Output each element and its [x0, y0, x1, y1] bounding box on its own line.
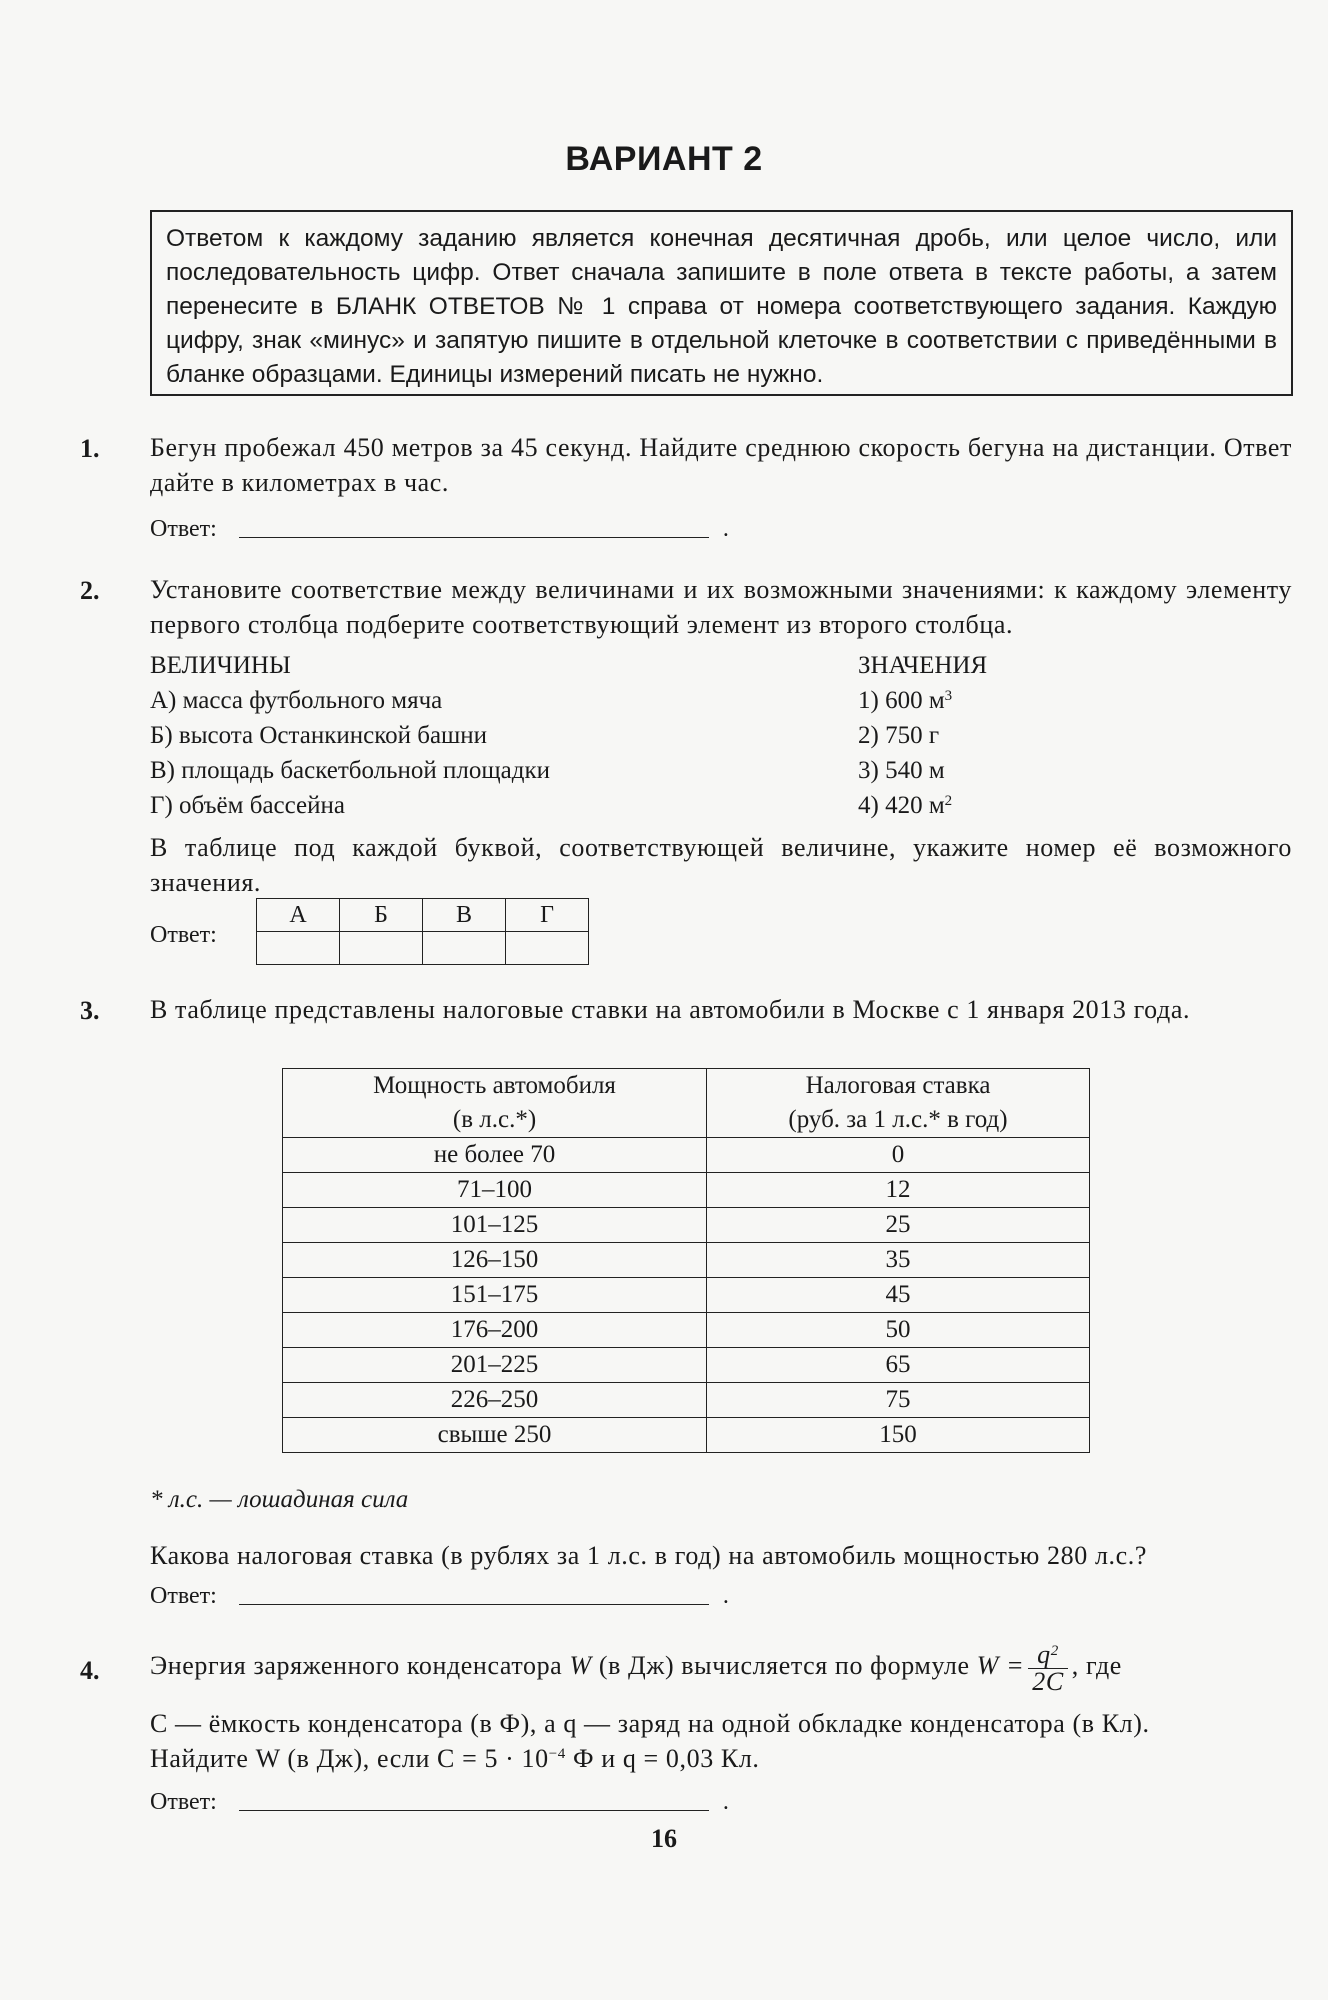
table-row: 176–200 50	[283, 1313, 1090, 1348]
table-row: свыше 250 150	[283, 1418, 1090, 1453]
q2-right-item: 2) 750 г	[858, 722, 940, 749]
q2-left-item: Г) объём бассейна	[150, 792, 345, 819]
table-row: 201–225 65	[283, 1348, 1090, 1383]
q3-answer-field[interactable]	[239, 1582, 709, 1605]
q3-number: 3.	[80, 996, 100, 1025]
q4-answer-label: Ответ:	[150, 1789, 217, 1815]
q2-right-item: 4) 420 $м^2$	[858, 792, 953, 819]
table-row: 126–150 35	[283, 1243, 1090, 1278]
table-row: 151–175 45	[283, 1278, 1090, 1313]
q1-answer-label: Ответ:	[150, 516, 217, 542]
table-row: 101–125 25	[283, 1208, 1090, 1243]
q4-answer-field[interactable]	[239, 1788, 709, 1811]
q2-answer-cell[interactable]	[506, 932, 589, 965]
q2-answer-label: Ответ:	[150, 922, 217, 948]
q1-answer-field[interactable]	[239, 515, 709, 538]
page-title: ВАРИАНТ 2	[565, 140, 763, 178]
q2-left-item: В) площадь баскетбольной площадки	[150, 757, 550, 784]
page-number: 16	[651, 1824, 677, 1853]
q2-letter: А	[257, 899, 340, 932]
q2-letter: Б	[340, 899, 423, 932]
tax-col-rate: Налоговая ставка (руб. за 1 л.с.* в год)	[707, 1069, 1090, 1138]
q2-right-item: 1) 600 $м^3$	[858, 687, 953, 714]
instructions-box: Ответом к каждому заданию является конечная десятичная дробь, или целое число, или последовательность цифр. Ответ сначала запишите в поле ответа в тексте работы, а затем перенесите в БЛАНК ОТВЕТОВ № 1 справа от номера соответствующего задания. Каждую цифру, знак «минус» и запятую пишите в отдельной клеточке в соответствии с приведёнными в бланке образцами. Единицы измерений писать не нужно.	[150, 210, 1293, 396]
q3-question: Какова налоговая ставка (в рублях за 1 л.с. в год) на автомобиль мощностью 280 л.с.?	[150, 1541, 1148, 1570]
q2-answer-table	[256, 898, 589, 965]
q3-text: В таблице представлены налоговые ставки на автомобили в Москве с 1 января 2013 года.	[150, 995, 1191, 1024]
q3-answer-label: Ответ:	[150, 1583, 217, 1609]
q2-left-header: ВЕЛИЧИНЫ	[150, 652, 291, 679]
q4-answer-dot: .	[722, 1789, 729, 1815]
q2-number: 2.	[80, 576, 100, 605]
q2-answer-cell[interactable]	[257, 932, 340, 965]
q4-text-line2: C — ёмкость конденсатора (в Ф), а q — заряд на одной обкладке конденсатора (в Кл).	[150, 1709, 1150, 1738]
q4-answer-row	[150, 1788, 729, 1816]
q3-answer-row	[150, 1582, 729, 1610]
q2-left-item: А) масса футбольного мяча	[150, 687, 443, 714]
q2-right-item: 3) 540 м	[858, 757, 945, 784]
table-row: 226–250 75	[283, 1383, 1090, 1418]
q2-answer-cell[interactable]	[340, 932, 423, 965]
q1-text: Бегун пробежал 450 метров за 45 секунд. Найдите среднюю скорость бегуна на дистанции. Ответ дайте в километрах в час.	[150, 433, 1292, 497]
tax-table	[282, 1068, 1090, 1453]
tax-col-power: Мощность автомобиля (в л.с.*)	[283, 1069, 707, 1138]
q2-left-item: Б) высота Останкинской башни	[150, 722, 488, 749]
table-row: не более 70 0	[283, 1138, 1090, 1173]
q2-letter: Г	[506, 899, 589, 932]
q1-answer-dot: .	[722, 516, 729, 542]
tax-table-header	[283, 1069, 1090, 1138]
formula-lhs: W =	[976, 1651, 1025, 1680]
q3-answer-dot: .	[722, 1583, 729, 1609]
q1-number: 1.	[80, 434, 100, 463]
q2-instruction: В таблице под каждой буквой, соответствующей величине, укажите номер её возможного значения.	[150, 833, 1292, 897]
q1-answer-row	[150, 515, 729, 543]
table-row: 71–100 12	[283, 1173, 1090, 1208]
q2-answer-cell[interactable]	[423, 932, 506, 965]
formula-fraction: $\frac{q^2}{2C}$	[1028, 1642, 1068, 1695]
q3-footnote: * л.с. — лошадиная сила	[150, 1486, 409, 1513]
q4-text-line1: Энергия заряженного конденсатора W (в Дж) вычисляется по формуле W = $\frac{q^2}{2C}$ , где	[150, 1639, 1122, 1696]
q4-number: 4.	[80, 1656, 100, 1685]
q2-right-header: ЗНАЧЕНИЯ	[858, 652, 988, 679]
q2-text: Установите соответствие между величинами и их возможными значениями: к каждому элементу первого столбца подберите соответствующий элемент из второго столбца.	[150, 575, 1292, 639]
q4-text-line3: Найдите W (в Дж), если $C = 5 \cdot 10^{-4}$ Ф и q = 0,03 Кл.	[150, 1744, 760, 1773]
q2-letter: В	[423, 899, 506, 932]
